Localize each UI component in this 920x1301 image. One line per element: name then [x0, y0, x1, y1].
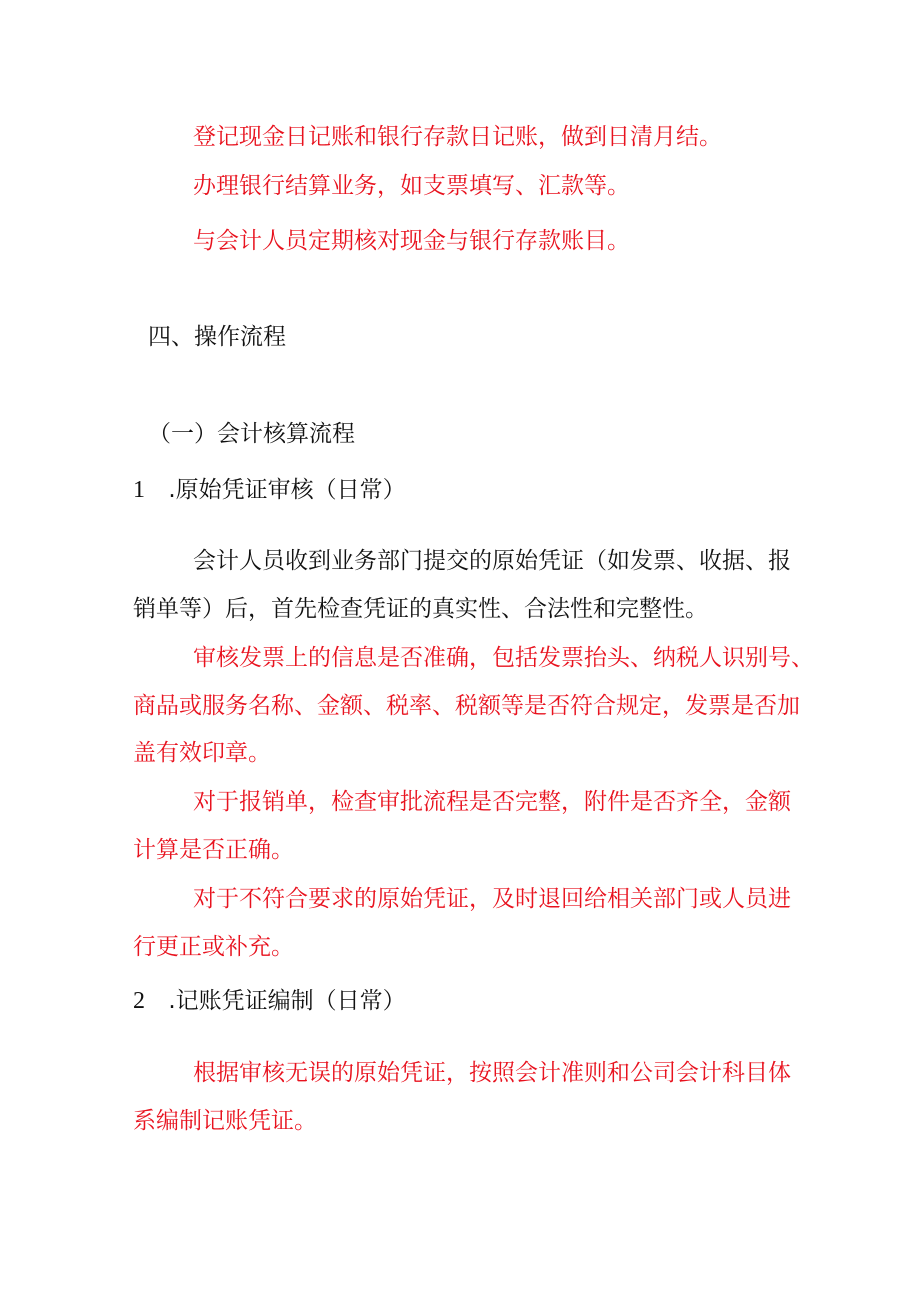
item-1-para-2-line-2: 商品或服务名称、金额、税率、税额等是否符合规定，发票是否加 [133, 693, 800, 719]
item-1-title: .原始凭证审核（日常） [168, 477, 406, 503]
item-1-para-3-line-2: 计算是否正确。 [133, 837, 294, 863]
item-2-number: 2 [133, 988, 145, 1014]
item-1-para-2-line-3: 盖有效印章。 [133, 740, 271, 766]
item-2-para-1-line-1: 根据审核无误的原始凭证，按照会计准则和公司会计科目体 [193, 1060, 791, 1086]
item-1-para-4-line-1: 对于不符合要求的原始凭证，及时退回给相关部门或人员进 [193, 886, 791, 912]
section-heading-operation-process: 四、操作流程 [148, 324, 286, 350]
item-2-heading [133, 985, 406, 1017]
subsection-heading-accounting-process: （一）会计核算流程 [148, 421, 355, 447]
intro-line-bank-settlement: 办理银行结算业务，如支票填写、汇款等。 [193, 173, 630, 199]
intro-line-reconciliation: 与会计人员定期核对现金与银行存款账目。 [193, 228, 630, 254]
item-1-para-3-line-1: 对于报销单，检查审批流程是否完整，附件是否齐全，金额 [193, 789, 791, 815]
item-2-para-1-line-2: 系编制记账凭证。 [133, 1108, 317, 1134]
item-1-para-1-line-1: 会计人员收到业务部门提交的原始凭证（如发票、收据、报 [193, 548, 791, 574]
intro-line-cash-journal: 登记现金日记账和银行存款日记账，做到日清月结。 [193, 124, 722, 150]
item-1-heading [133, 474, 406, 506]
item-1-para-1-line-2: 销单等）后，首先检查凭证的真实性、合法性和完整性。 [133, 596, 708, 622]
item-1-para-4-line-2: 行更正或补充。 [133, 934, 294, 960]
item-2-title: .记账凭证编制（日常） [168, 988, 406, 1014]
item-1-number: 1 [133, 477, 145, 503]
item-1-para-2-line-1: 审核发票上的信息是否准确，包括发票抬头、纳税人识别号、 [193, 645, 814, 671]
